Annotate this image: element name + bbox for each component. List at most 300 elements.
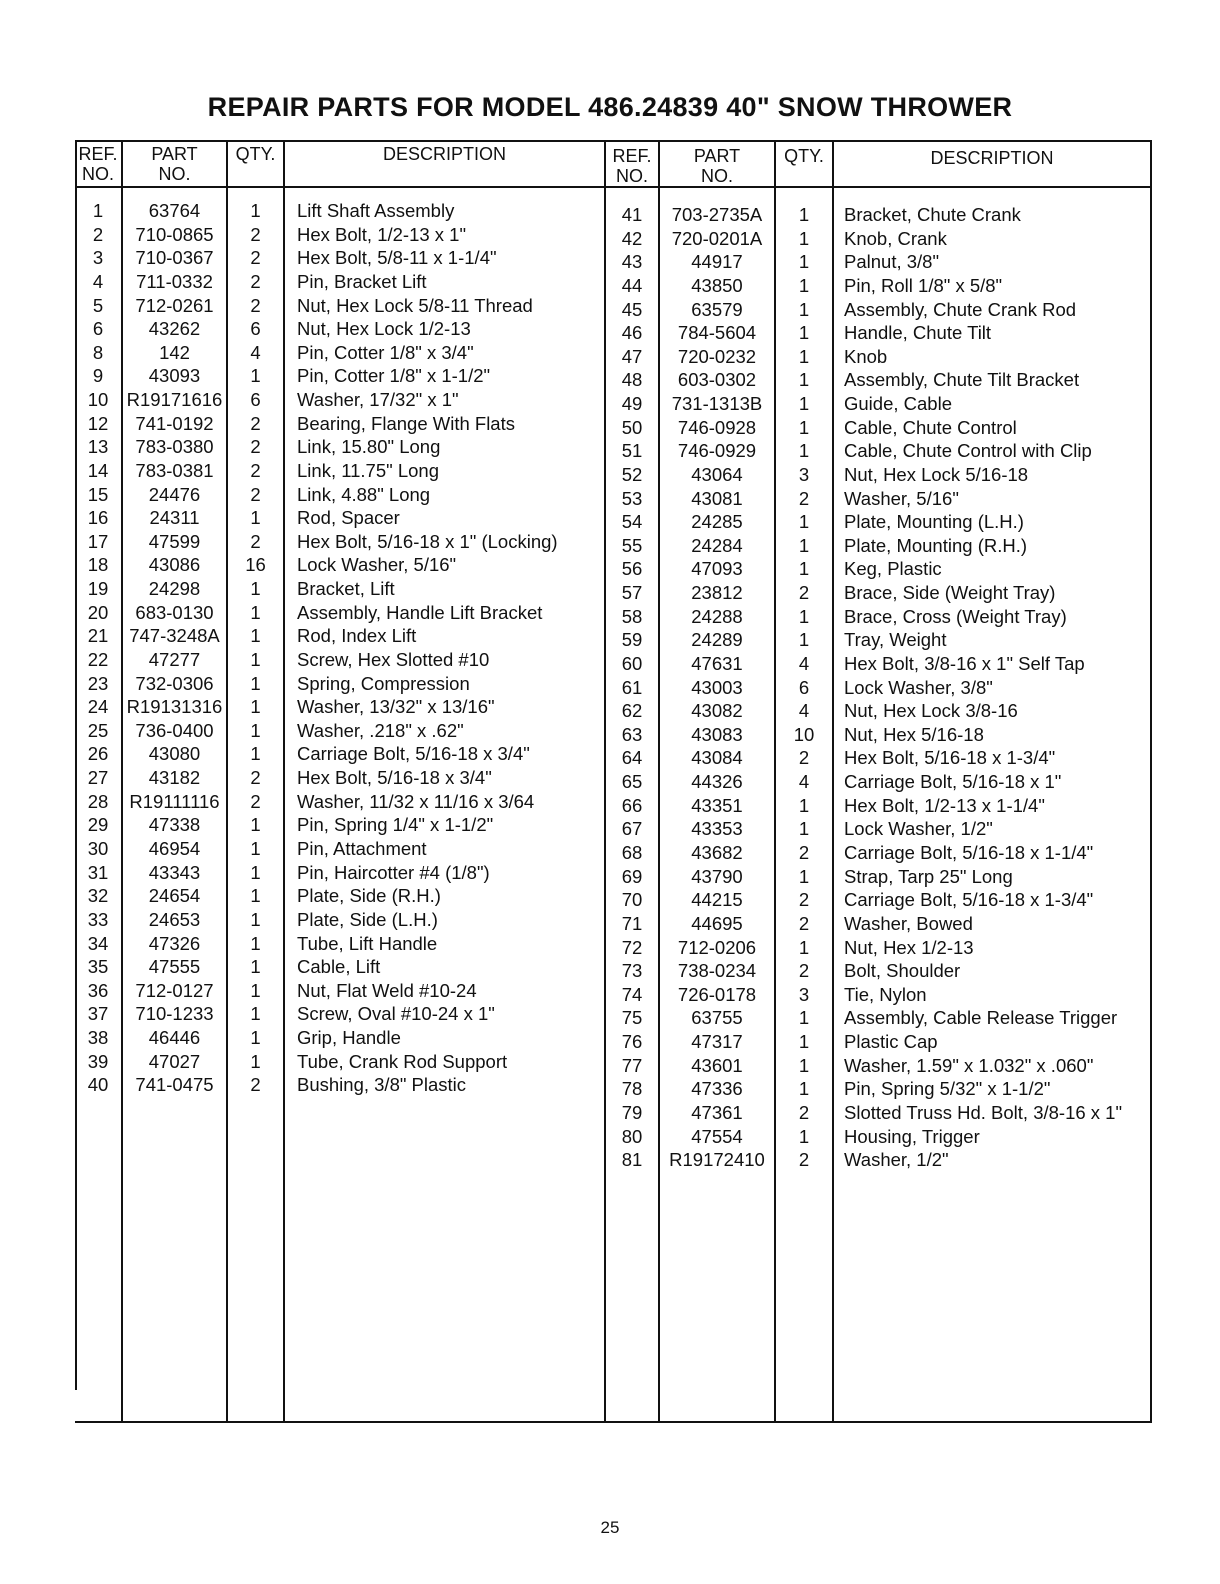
part-no: 747-3248A — [129, 625, 220, 647]
ref-no: 73 — [621, 960, 643, 982]
ref-no: 47 — [621, 345, 643, 367]
description: Plate, Mounting (L.H.) — [844, 511, 1024, 533]
ref-no: 65 — [621, 771, 643, 793]
qty: 4 — [798, 700, 810, 722]
part-no: 43182 — [148, 767, 201, 789]
part-no: 746-0928 — [677, 416, 757, 438]
description: Rod, Index Lift — [297, 625, 417, 647]
part-no: 24298 — [148, 578, 201, 600]
qty: 10 — [793, 723, 815, 745]
part-no: 43093 — [148, 365, 201, 387]
qty: 2 — [250, 436, 261, 458]
description: Pin, Spring 5/32" x 1-1/2" — [844, 1078, 1051, 1100]
ref-no: 78 — [621, 1078, 643, 1100]
ref-no: 42 — [621, 227, 643, 249]
header-description-left: DESCRIPTION — [382, 144, 506, 164]
qty: 1 — [798, 274, 810, 296]
part-no: 43003 — [691, 676, 743, 698]
ref-no: 61 — [621, 676, 643, 698]
ref-no: 75 — [621, 1007, 643, 1029]
description: Hex Bolt, 5/16-18 x 3/4" — [297, 767, 492, 789]
ref-no: 76 — [621, 1031, 643, 1053]
ref-no: 33 — [87, 908, 109, 930]
ref-no: 18 — [87, 554, 109, 576]
qty: 1 — [798, 629, 810, 651]
ref-no: 38 — [87, 1027, 109, 1049]
part-no: 142 — [159, 341, 190, 363]
ref-no: 70 — [621, 889, 643, 911]
qty: 1 — [798, 251, 810, 273]
description: Nut, Hex 1/2-13 — [844, 936, 974, 958]
description: Carriage Bolt, 5/16-18 x 3/4" — [297, 743, 530, 765]
qty: 1 — [250, 814, 261, 836]
ref-no: 21 — [87, 625, 109, 647]
part-no: 47631 — [691, 652, 743, 674]
ref-no: 26 — [87, 743, 109, 765]
description: Brace, Cross (Weight Tray) — [844, 605, 1067, 627]
description: Assembly, Handle Lift Bracket — [297, 601, 543, 623]
ref-no: 16 — [87, 507, 109, 529]
header-part-left: PART NO. — [151, 144, 198, 184]
qty: 1 — [250, 696, 261, 718]
ref-no: 12 — [87, 412, 109, 434]
part-no: 47555 — [148, 956, 201, 978]
ref-no: 45 — [621, 298, 643, 320]
part-no: 783-0381 — [135, 459, 214, 481]
part-no: 720-0201A — [671, 227, 763, 249]
description: Hex Bolt, 1/2-13 x 1-1/4" — [844, 794, 1045, 816]
ref-no: 62 — [621, 700, 643, 722]
qty: 1 — [798, 818, 810, 840]
part-no: 710-0367 — [135, 247, 214, 269]
part-no: 746-0929 — [677, 440, 757, 462]
part-no: 43601 — [691, 1054, 743, 1076]
description: Carriage Bolt, 5/16-18 x 1-3/4" — [844, 889, 1094, 911]
qty: 2 — [798, 889, 810, 911]
part-no: 24476 — [148, 483, 201, 505]
description: Nut, Hex Lock 5/8-11 Thread — [297, 294, 533, 316]
part-no: R19131316 — [126, 696, 223, 718]
qty: 1 — [798, 1031, 810, 1053]
description: Bearing, Flange With Flats — [297, 412, 515, 434]
ref-no: 8 — [92, 341, 104, 363]
qty: 1 — [798, 416, 810, 438]
header-ref-right: REF. NO. — [612, 146, 652, 186]
part-no: 47599 — [148, 530, 201, 552]
part-no: 43086 — [148, 554, 201, 576]
ref-no: 52 — [621, 463, 643, 485]
ref-no: 64 — [621, 747, 643, 769]
ref-no: 37 — [87, 1003, 109, 1025]
col-divider — [832, 142, 834, 1421]
part-no: 44917 — [691, 251, 743, 273]
description: Brace, Side (Weight Tray) — [844, 582, 1056, 604]
part-no: 43080 — [148, 743, 201, 765]
description: Lock Washer, 5/16" — [297, 554, 457, 576]
description: Bracket, Chute Crank — [844, 204, 1021, 225]
part-no: 741-0192 — [135, 412, 214, 434]
part-no: 710-0865 — [135, 223, 214, 245]
part-no: 43064 — [691, 463, 743, 485]
qty: 1 — [250, 838, 261, 859]
ref-no: 68 — [621, 842, 643, 863]
qty: 3 — [798, 463, 810, 485]
part-no: 43353 — [691, 818, 743, 840]
ref-no: 57 — [621, 582, 643, 604]
qty: 1 — [250, 365, 261, 387]
part-no: 712-0261 — [135, 294, 214, 316]
part-no: 24653 — [148, 908, 201, 930]
part-no: 47361 — [691, 1101, 743, 1123]
ref-no: 6 — [92, 318, 104, 340]
ref-no: 28 — [87, 790, 109, 812]
ref-no: 79 — [621, 1101, 643, 1123]
ref-no: 49 — [621, 393, 643, 415]
description: Cable, Lift — [297, 956, 381, 978]
part-no: 24285 — [691, 511, 743, 533]
ref-no: 53 — [621, 487, 643, 509]
qty: 1 — [798, 227, 810, 249]
qty: 1 — [798, 558, 810, 580]
ref-no: 4 — [92, 270, 104, 292]
description: Tube, Crank Rod Support — [297, 1050, 508, 1072]
description: Pin, Spring 1/4" x 1-1/2" — [297, 814, 494, 836]
description: Assembly, Chute Tilt Bracket — [844, 369, 1080, 391]
description: Link, 11.75" Long — [297, 459, 440, 481]
part-no: 712-0127 — [135, 979, 214, 1001]
ref-no: 60 — [621, 652, 643, 674]
parts-table — [75, 140, 1152, 1423]
description: Hex Bolt, 5/16-18 x 1-3/4" — [844, 747, 1056, 769]
ref-no: 74 — [621, 983, 643, 1005]
qty: 1 — [798, 393, 810, 415]
part-no: 24289 — [691, 629, 743, 651]
part-no: 47336 — [691, 1078, 743, 1100]
qty: 2 — [798, 1101, 810, 1123]
ref-no: 55 — [621, 534, 643, 556]
qty: 2 — [250, 294, 261, 316]
part-no: 43081 — [691, 487, 743, 509]
ref-no: 51 — [621, 440, 643, 462]
part-no: 43850 — [691, 274, 743, 296]
qty: 2 — [250, 767, 261, 789]
header-qty-right: QTY. — [784, 146, 824, 166]
qty: 4 — [250, 341, 261, 363]
ref-no: 15 — [87, 483, 109, 505]
qty: 1 — [250, 625, 261, 647]
description: Assembly, Chute Crank Rod — [844, 298, 1077, 320]
ref-no: 27 — [87, 767, 109, 789]
qty: 1 — [798, 204, 810, 225]
description: Washer, 11/32 x 11/16 x 3/64 — [297, 790, 535, 812]
description: Rod, Spacer — [297, 507, 400, 529]
description: Knob, Crank — [844, 227, 947, 249]
header-qty-left: QTY. — [235, 144, 276, 164]
description: Hex Bolt, 5/8-11 x 1-1/4" — [297, 247, 497, 269]
description: Nut, Hex Lock 1/2-13 — [297, 318, 471, 340]
ref-no: 31 — [87, 861, 109, 883]
qty: 1 — [798, 865, 810, 887]
ref-no: 66 — [621, 794, 643, 816]
qty: 1 — [250, 507, 261, 529]
part-no: 603-0302 — [677, 369, 757, 391]
qty: 1 — [250, 601, 261, 623]
ref-no: 14 — [87, 459, 109, 481]
qty: 1 — [250, 672, 261, 694]
qty: 1 — [250, 719, 261, 741]
ref-no: 56 — [621, 558, 643, 580]
ref-no: 20 — [87, 601, 109, 623]
qty: 1 — [250, 1003, 261, 1025]
description: Slotted Truss Hd. Bolt, 3/8-16 x 1" — [844, 1101, 1123, 1123]
ref-no: 41 — [621, 204, 643, 225]
part-no: 43083 — [691, 723, 743, 745]
description: Cable, Chute Control with Clip — [844, 440, 1092, 462]
ref-no: 9 — [92, 365, 104, 387]
header-description-right: DESCRIPTION — [930, 148, 1054, 168]
ref-no: 80 — [621, 1125, 643, 1147]
description: Tray, Weight — [844, 629, 947, 651]
qty: 2 — [250, 270, 261, 292]
part-no: 47277 — [148, 648, 201, 670]
ref-no: 23 — [87, 672, 109, 694]
qty: 2 — [250, 247, 261, 269]
header-ref-left: REF. NO. — [78, 144, 118, 184]
part-no: 63755 — [691, 1007, 743, 1029]
part-no: 720-0232 — [677, 345, 757, 367]
description: Guide, Cable — [844, 393, 952, 415]
part-no: 683-0130 — [135, 601, 214, 623]
description: Bracket, Lift — [297, 578, 395, 600]
description: Washer, 5/16" — [844, 487, 959, 509]
description: Washer, 1.59" x 1.032" x .060" — [844, 1054, 1094, 1076]
description: Link, 4.88" Long — [297, 483, 431, 505]
description: Lift Shaft Assembly — [297, 200, 455, 221]
page-number: 25 — [600, 1518, 620, 1537]
qty: 1 — [250, 648, 261, 670]
description: Spring, Compression — [297, 672, 470, 694]
ref-no: 54 — [621, 511, 643, 533]
part-no: 24288 — [691, 605, 743, 627]
part-no: 43682 — [691, 842, 743, 863]
qty: 2 — [250, 1074, 261, 1096]
description: Keg, Plastic — [844, 558, 942, 580]
ref-no: 59 — [621, 629, 643, 651]
ref-no: 24 — [87, 696, 109, 718]
ref-no: 46 — [621, 322, 643, 344]
part-no: 24284 — [691, 534, 743, 556]
part-no: R19172410 — [669, 1149, 765, 1171]
description: Washer, 1/2" — [844, 1149, 949, 1171]
description: Screw, Oval #10-24 x 1" — [297, 1003, 495, 1025]
ref-no: 50 — [621, 416, 643, 438]
qty: 1 — [250, 743, 261, 765]
qty: 1 — [798, 605, 810, 627]
ref-no: 10 — [87, 389, 109, 411]
part-no: 43262 — [148, 318, 201, 340]
ref-no: 72 — [621, 936, 643, 958]
ref-no: 17 — [87, 530, 109, 552]
description: Pin, Bracket Lift — [297, 270, 427, 292]
qty: 16 — [245, 554, 266, 576]
ref-no: 63 — [621, 723, 643, 745]
description: Pin, Cotter 1/8" x 1-1/2" — [297, 365, 491, 387]
qty: 2 — [798, 487, 810, 509]
part-no: R19111116 — [129, 790, 220, 812]
ref-no: 2 — [92, 223, 104, 245]
ref-no: 32 — [87, 885, 109, 907]
part-no: 736-0400 — [135, 719, 214, 741]
description: Plate, Side (L.H.) — [297, 908, 438, 930]
part-no: 63579 — [691, 298, 743, 320]
qty: 1 — [798, 298, 810, 320]
ref-no: 13 — [87, 436, 109, 458]
qty: 1 — [250, 885, 261, 907]
qty: 3 — [798, 983, 810, 1005]
description: Pin, Haircotter #4 (1/8") — [297, 861, 490, 883]
part-no: 43082 — [691, 700, 743, 722]
part-no: 711-0332 — [136, 270, 213, 292]
qty: 2 — [798, 912, 810, 934]
qty: 1 — [798, 1125, 810, 1147]
description: Hex Bolt, 1/2-13 x 1" — [297, 223, 467, 245]
part-no: 738-0234 — [677, 960, 757, 982]
qty: 1 — [798, 369, 810, 391]
ref-no: 5 — [92, 294, 104, 316]
description: Handle, Chute Tilt — [844, 322, 992, 344]
part-no: 43343 — [148, 861, 201, 883]
qty: 2 — [798, 747, 810, 769]
qty: 1 — [798, 794, 810, 816]
part-no: 46446 — [148, 1027, 201, 1049]
qty: 6 — [798, 676, 810, 698]
ref-no: 81 — [621, 1149, 643, 1171]
description: Carriage Bolt, 5/16-18 x 1" — [844, 771, 1062, 793]
part-no: 47027 — [148, 1050, 201, 1072]
ref-no: 34 — [87, 932, 109, 954]
description: Nut, Hex 5/16-18 — [844, 723, 984, 745]
ref-no: 35 — [87, 956, 109, 978]
description: Bushing, 3/8" Plastic — [297, 1074, 467, 1096]
header-part-right: PART NO. — [693, 146, 741, 186]
ref-no: 29 — [87, 814, 109, 836]
ref-no: 39 — [87, 1050, 109, 1072]
description: Pin, Cotter 1/8" x 3/4" — [297, 341, 474, 363]
qty: 2 — [250, 483, 261, 505]
ref-no: 44 — [621, 274, 643, 296]
ref-no: 19 — [87, 578, 109, 600]
qty: 1 — [798, 1078, 810, 1100]
part-no: 712-0206 — [677, 936, 757, 958]
description: Carriage Bolt, 5/16-18 x 1-1/4" — [844, 842, 1094, 863]
ref-no: 22 — [87, 648, 109, 670]
ref-no: 1 — [92, 200, 104, 221]
qty: 2 — [250, 790, 261, 812]
qty: 2 — [250, 530, 261, 552]
ref-no: 43 — [621, 251, 643, 273]
part-no: 44695 — [691, 912, 743, 934]
part-no: 23812 — [691, 582, 743, 604]
description: Washer, .218" x .62" — [297, 719, 464, 741]
part-no: 710-1233 — [135, 1003, 214, 1025]
ref-no: 67 — [621, 818, 643, 840]
description: Palnut, 3/8" — [844, 251, 940, 273]
part-no: 63764 — [148, 200, 201, 221]
ref-no: 58 — [621, 605, 643, 627]
part-no: 44326 — [691, 771, 743, 793]
qty: 2 — [250, 412, 261, 434]
description: Nut, Flat Weld #10-24 — [297, 979, 477, 1001]
qty: 1 — [798, 440, 810, 462]
description: Link, 15.80" Long — [297, 436, 441, 458]
description: Tie, Nylon — [844, 983, 927, 1005]
part-no: 731-1313B — [671, 393, 763, 415]
ref-no: 40 — [87, 1074, 109, 1096]
description: Cable, Chute Control — [844, 416, 1017, 438]
qty: 1 — [798, 936, 810, 958]
qty: 4 — [798, 771, 810, 793]
qty: 1 — [798, 322, 810, 344]
part-no: 47093 — [691, 558, 743, 580]
description: Tube, Lift Handle — [297, 932, 438, 954]
qty: 1 — [250, 956, 261, 978]
qty: 6 — [250, 318, 261, 340]
qty: 1 — [250, 861, 261, 883]
qty: 1 — [250, 1027, 261, 1049]
ref-no: 48 — [621, 369, 643, 391]
qty: 1 — [250, 932, 261, 954]
qty: 1 — [250, 1050, 261, 1072]
page-title: REPAIR PARTS FOR MODEL 486.24839 40" SNOW THROWER — [207, 92, 1013, 122]
part-no: 43084 — [691, 747, 743, 769]
qty: 2 — [798, 1149, 810, 1171]
description: Pin, Roll 1/8" x 5/8" — [844, 274, 1003, 296]
qty: 1 — [798, 345, 810, 367]
qty: 1 — [250, 200, 261, 221]
description: Nut, Hex Lock 3/8-16 — [844, 700, 1018, 722]
qty: 1 — [798, 534, 810, 556]
description: Lock Washer, 3/8" — [844, 676, 993, 698]
part-no: 47317 — [691, 1031, 743, 1053]
col-divider — [283, 142, 285, 1421]
part-no: 783-0380 — [135, 436, 214, 458]
part-no: 741-0475 — [135, 1074, 214, 1096]
ref-no: 69 — [621, 865, 643, 887]
part-no: 703-2735A — [671, 204, 763, 225]
description: Assembly, Cable Release Trigger — [844, 1007, 1118, 1029]
description: Plastic Cap — [844, 1031, 938, 1053]
description: Washer, 17/32" x 1" — [297, 389, 459, 411]
description: Strap, Tarp 25" Long — [844, 865, 1013, 887]
part-no: 46954 — [148, 838, 201, 859]
qty: 4 — [798, 652, 810, 674]
ref-no: 3 — [92, 247, 104, 269]
qty: 1 — [250, 979, 261, 1001]
qty: 1 — [798, 1054, 810, 1076]
part-no: 43351 — [691, 794, 743, 816]
ref-no: 36 — [87, 979, 109, 1001]
description: Washer, 13/32" x 13/16" — [297, 696, 495, 718]
ref-no: 77 — [621, 1054, 643, 1076]
qty: 1 — [798, 1007, 810, 1029]
qty: 2 — [250, 223, 261, 245]
qty: 2 — [798, 960, 810, 982]
description: Bolt, Shoulder — [844, 960, 961, 982]
description: Plate, Mounting (R.H.) — [844, 534, 1028, 556]
part-no: 43790 — [691, 865, 743, 887]
description: Pin, Attachment — [297, 838, 427, 859]
part-no: 726-0178 — [677, 983, 757, 1005]
